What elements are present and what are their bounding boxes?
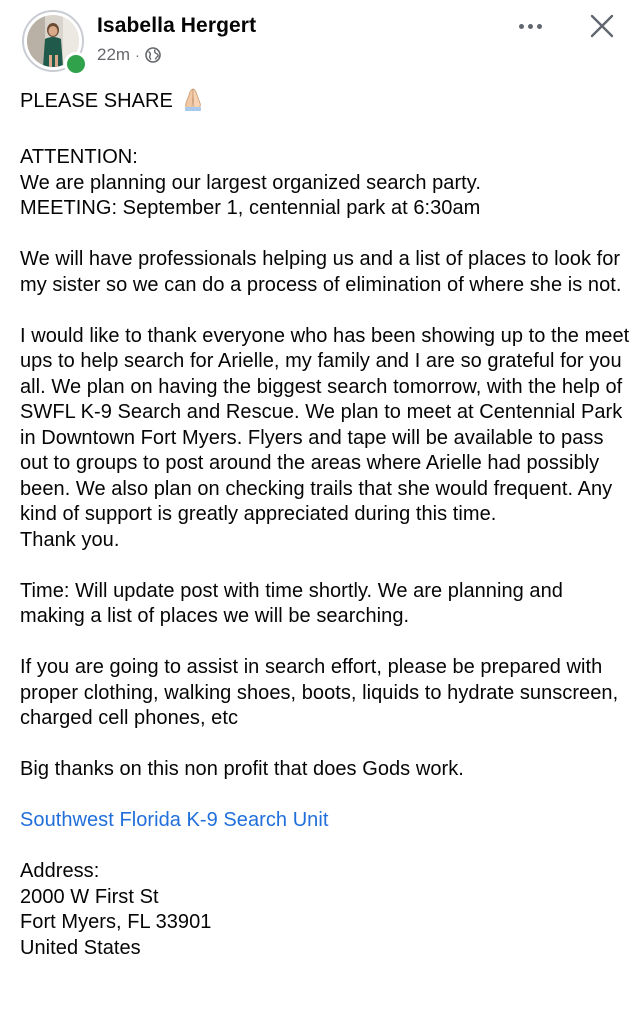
globe-icon <box>145 47 161 63</box>
online-status-indicator <box>64 52 88 76</box>
paragraph-prepare: If you are going to assist in search effort, please be prepared with proper clothing, walking shoes, boots, liquids to hydrate sunscreen, charged cell phones, etc <box>20 656 619 729</box>
paragraph-professionals: We will have professionals helping us and a list of places to look for my sister so we can do a process of elimination of where she is not. <box>20 248 622 296</box>
more-options-icon[interactable] <box>513 16 547 36</box>
folded-hands-icon <box>181 86 205 120</box>
address-block: Address: 2000 W First St Fort Myers, FL 33901 United States <box>20 860 212 959</box>
meta-separator: · <box>135 47 140 63</box>
org-link[interactable]: Southwest Florida K-9 Search Unit <box>20 809 329 831</box>
share-text: PLEASE SHARE <box>20 90 173 112</box>
paragraph-thanks: I would like to thank everyone who has been showing up to the meet ups to help search for Arielle, my family and I are so grateful for you all. We plan on having the biggest search tomorrow, with the help of SWFL K-9 Search and Rescue. We plan to meet at Centennial Park in Downtown Fort Myers. Flyers and tape will be available to pass out to groups to post around the areas where Arielle had possibly been. We also plan on checking trails that she would frequent. Any kind of support is greatly appreciated during this time. Thank you. <box>20 324 630 551</box>
author-name[interactable]: Isabella Hergert <box>97 14 257 37</box>
attention-block: ATTENTION: We are planning our largest organized search party. MEETING: September 1, centennial park at 6:30am <box>20 146 481 219</box>
paragraph-time: Time: Will update post with time shortly. We are planning and making a list of places we will be searching. <box>20 579 563 627</box>
post-timestamp[interactable]: 22m <box>97 45 131 64</box>
post-meta <box>97 45 161 65</box>
paragraph-big-thanks: Big thanks on this non profit that does Gods work. <box>20 758 464 780</box>
org-link-line <box>20 808 630 834</box>
post-body <box>20 86 630 961</box>
close-icon[interactable] <box>588 12 616 40</box>
post-header <box>0 0 638 84</box>
share-line <box>20 86 630 120</box>
